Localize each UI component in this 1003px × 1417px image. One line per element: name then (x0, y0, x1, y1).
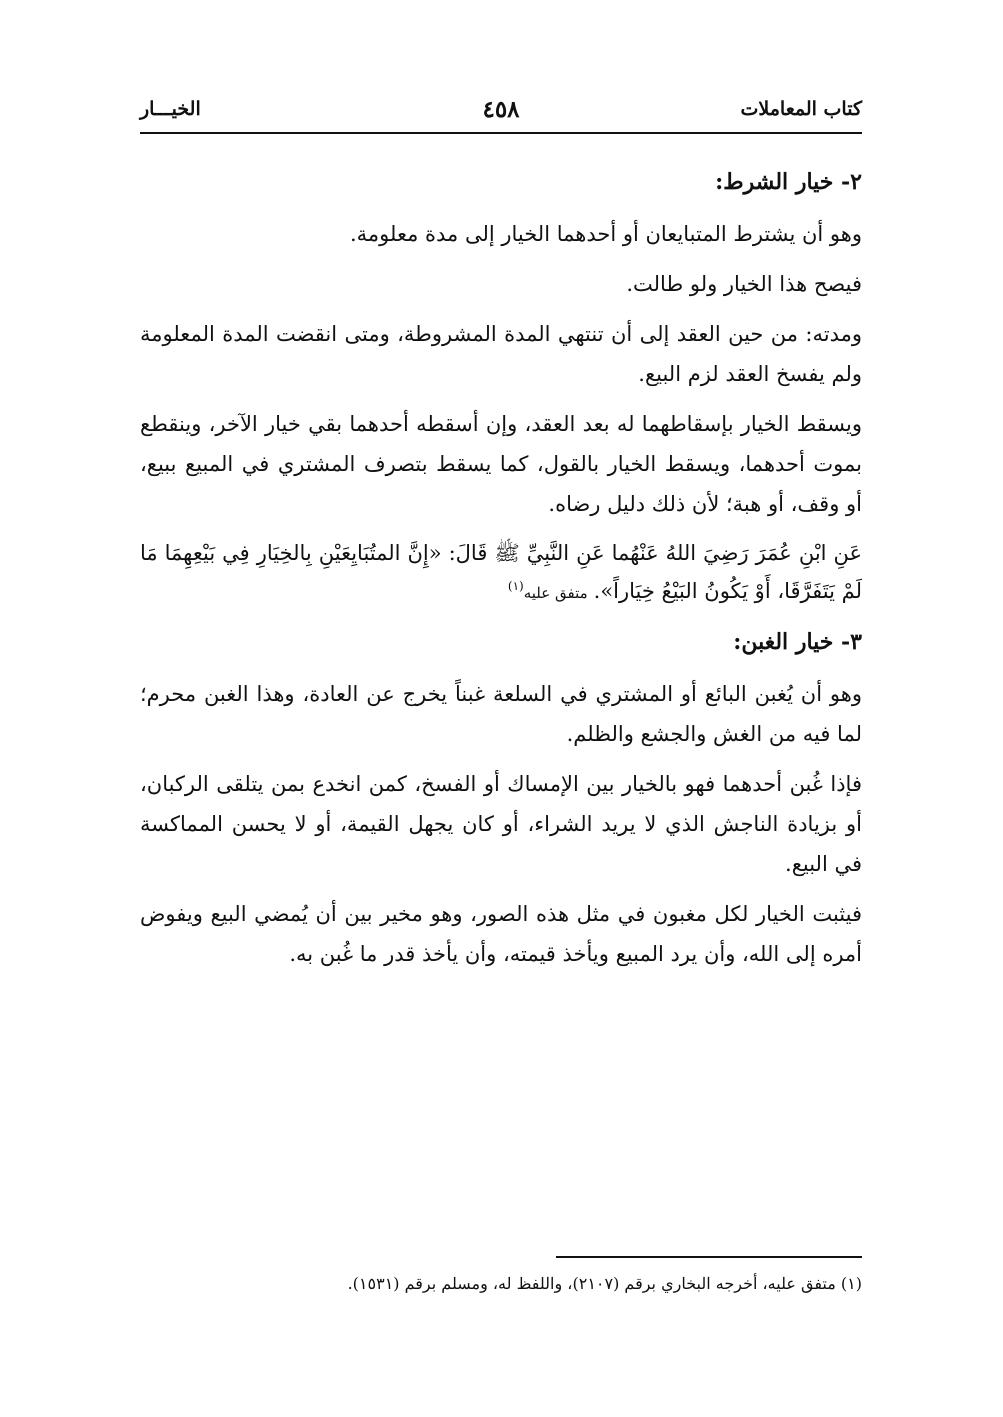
main-text (140, 162, 862, 984)
section-heading-condition-option: ٢- خيار الشرط: (715, 169, 862, 195)
paragraph: فيثبت الخيار لكل مغبون في مثل هذه الصور، وهو مخير بين أن يُمضي البيع ويفوض أمره إلى الله، وأن يرد المبيع ويأخذ قيمته، وأن يأخذ قدر ما غُبن به. (140, 902, 862, 966)
footnote-divider (556, 1256, 862, 1258)
hadith-quote (140, 534, 862, 612)
paragraph: وهو أن يشترط المتبايعان أو أحدهما الخيار إلى مدة معلومة. (349, 222, 862, 246)
footnote: (١) متفق عليه، أخرجه البخاري برقم (٢١٠٧)، واللفظ له، ومسلم برقم (١٥٣١). (347, 1274, 862, 1293)
section-heading-fraud-option: ٣- خيار الغبن: (733, 629, 862, 655)
paragraph: فيصح هذا الخيار ولو طالت. (626, 272, 862, 296)
hadith-text: عَنِ ابْنِ عُمَرَ رَضِيَ اللهُ عَنْهُما عَنِ النَّبِيِّ ﷺ قَالَ: «إِنَّ المتُبَايِعَيْنِ بِالخِيَارِ فِي بَيْعِهِمَا مَا لَمْ يَتَفَرَّقَا، أَوْ يَكُونُ البَيْعُ خِيَاراً». (140, 541, 862, 603)
footnote-reference[interactable]: (١) (507, 579, 524, 593)
hadith-source: متفق عليه (523, 584, 588, 602)
page-number: ٤٥٨ (482, 96, 520, 123)
header-divider (140, 132, 862, 134)
paragraph: وهو أن يُغبن البائع أو المشتري في السلعة غبناً يخرج عن العادة، وهذا الغبن محرم؛ لما فيه من الغش والجشع والظلم. (140, 682, 862, 746)
running-header (140, 96, 862, 130)
book-title: كتاب المعاملات (740, 98, 862, 120)
paragraph: ومدته: من حين العقد إلى أن تنتهي المدة المشروطة، ومتى انقضت المدة المعلومة ولم يفسخ العقد لزم البيع. (140, 322, 862, 386)
chapter-title: الخيـــار (140, 98, 201, 120)
paragraph: فإذا غُبن أحدهما فهو بالخيار بين الإمساك أو الفسخ، كمن انخدع بمن يتلقى الركبان، أو بزيادة الناجش الذي لا يريد الشراء، أو كان يجهل القيمة، أو لا يحسن المماكسة في البيع. (140, 772, 862, 876)
paragraph: ويسقط الخيار بإسقاطهما له بعد العقد، وإن أسقطه أحدهما بقي خيار الآخر، وينقطع بموت أحدهما، ويسقط الخيار بالقول، كما يسقط بتصرف المشتري في المبيع ببيع، أو وقف، أو هبة؛ لأن ذلك دليل رضاه. (140, 412, 862, 516)
